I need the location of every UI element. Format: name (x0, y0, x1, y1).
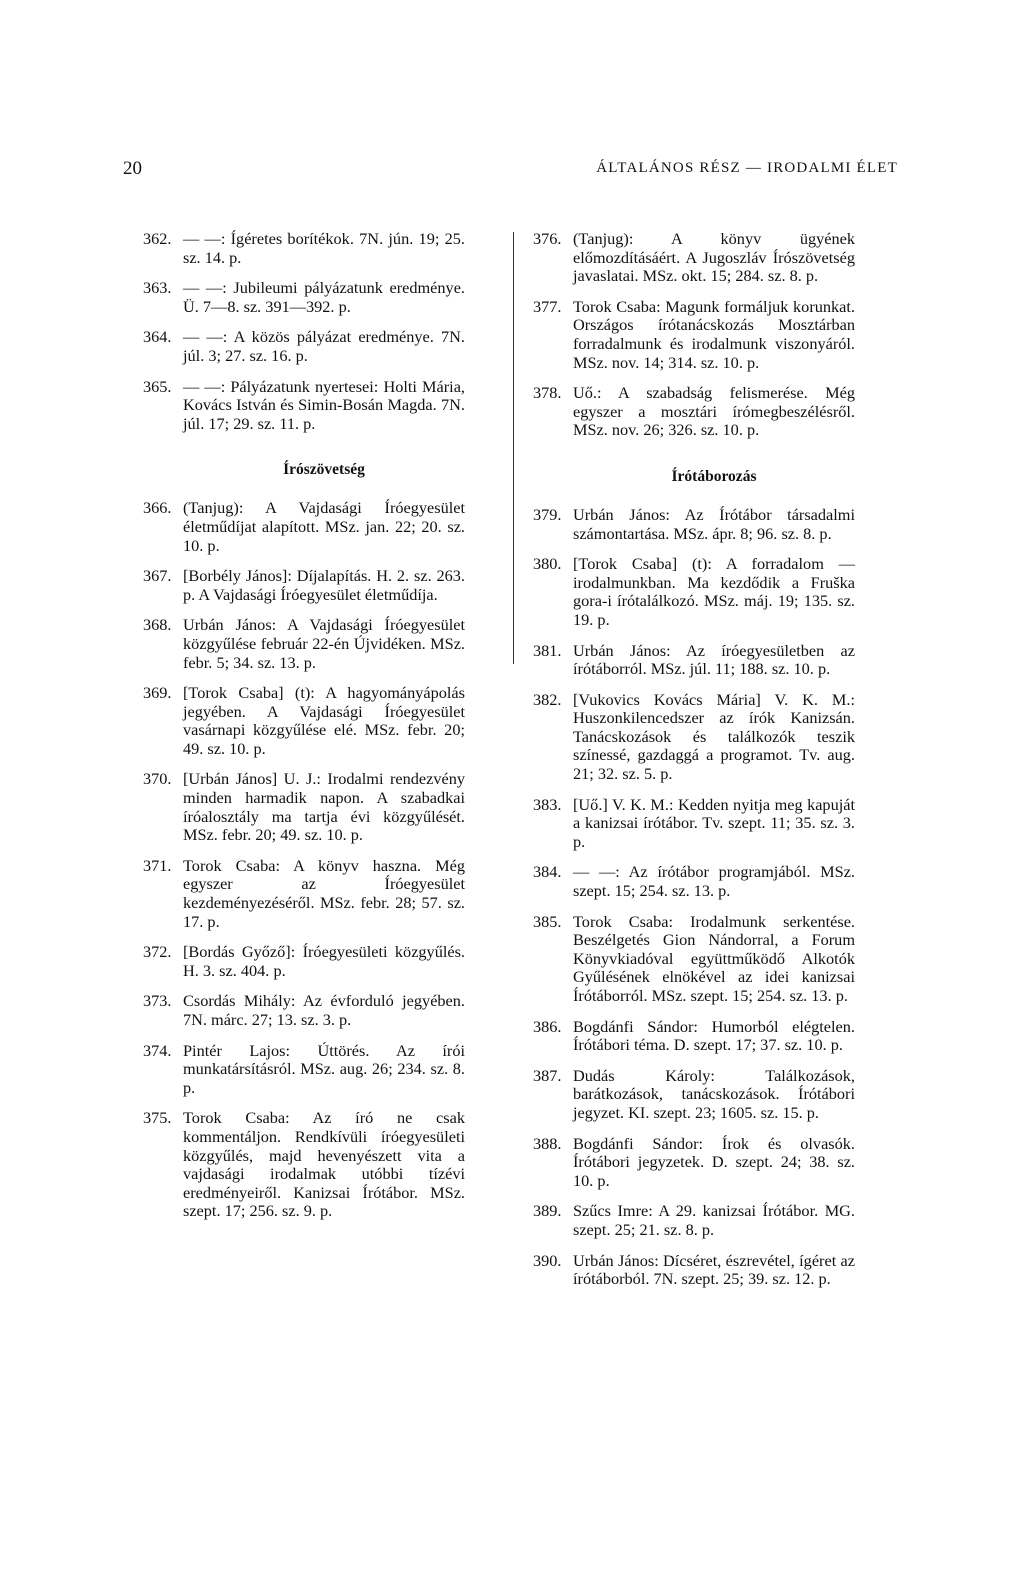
entry-number: 366. (143, 498, 172, 518)
entry-number: 378. (533, 383, 562, 403)
bibliography-entry (143, 857, 465, 931)
entry-text: Torok Csaba: Irodalmunk serkentése. Beszélgetés Gion Nándorral, a Forum Könyvkiadóval együttműködő Alkotók Gyűlésének elnökével az idei kanizsai Írótáborról. MSz. szept. 15; 254. sz. 13. p. (573, 911, 855, 1005)
entry-text: Pintér Lajos: Úttörés. Az írói munkatársításról. MSz. aug. 26; 234. sz. 8. p. (183, 1040, 465, 1097)
entry-text: [Urbán János] U. J.: Irodalmi rendezvény minden harmadik napon. A szabadkai íróalosztály ma tartja évi közgyűlését. MSz. febr. 20; 49. sz. 10. p. (183, 769, 465, 845)
bibliography-entry (143, 328, 465, 365)
entry-text: [Vukovics Kovács Mária] V. K. M.: Huszonkilencedszer az írók Kanizsán. Tanácskozások és találkozók teszik színessé, gazdaggá a programot. Tv. aug. 21; 32. sz. 5. p. (573, 689, 855, 784)
entry-number: 388. (533, 1133, 562, 1153)
entry-number: 383. (533, 794, 562, 814)
entry-number: 376. (533, 229, 562, 248)
right-entries-b (533, 506, 855, 1289)
entry-number: 369. (143, 683, 172, 703)
entry-number: 363. (143, 278, 172, 298)
entry-number: 375. (143, 1108, 172, 1128)
entry-text: (Tanjug): A Vajdasági Íróegyesület életműdíjat alapított. MSz. jan. 22; 20. sz. 10. p. (183, 498, 465, 555)
entry-text: [Uő.] V. K. M.: Kedden nyitja meg kapuját a kanizsai írótábor. Tv. szept. 11; 35. sz. 3. p. (573, 794, 855, 851)
entry-text: Uő.: A szabadság felismerése. Még egyszer a mosztári írómegbeszélésről. MSz. nov. 26; 326. sz. 10. p. (573, 383, 855, 440)
entry-number: 364. (143, 327, 172, 347)
running-head: ÁLTALÁNOS RÉSZ — IRODALMI ÉLET (596, 160, 898, 176)
entry-text: Csordás Mihály: Az évforduló jegyében. 7N. márc. 27; 13. sz. 3. p. (183, 991, 465, 1029)
entry-text: [Borbély János]: Díjalapítás. H. 2. sz. 263. p. A Vajdasági Íróegyesület életműdíja. (183, 566, 465, 604)
entry-number: 390. (533, 1250, 562, 1270)
entry-text: Bogdánfi Sándor: Humorból elégtelen. Írótábori téma. D. szept. 17; 37. sz. 10. p. (573, 1016, 855, 1055)
entry-number: 362. (143, 229, 172, 248)
entry-text: Dudás Károly: Találkozások, barátkozások, tanácskozások. Írótábori jegyzet. KI. szept. 23; 1605. sz. 15. p. (573, 1065, 855, 1122)
entry-number: 372. (143, 942, 172, 962)
entry-number: 380. (533, 554, 562, 574)
bibliography-entry (533, 691, 855, 784)
entry-text: (Tanjug): A könyv ügyének előmozdításáért. A Jugoszláv Írószövetség javaslatai. MSz. okt. 15; 284. sz. 8. p. (573, 229, 855, 286)
bibliography-entry (143, 992, 465, 1029)
left-column (143, 230, 465, 1233)
bibliography-entry (143, 378, 465, 434)
bibliography-entry (533, 1252, 855, 1289)
entry-number: 368. (143, 615, 172, 635)
section-heading-iroszovetseg: Írószövetség (283, 461, 365, 479)
entry-number: 384. (533, 862, 562, 882)
bibliography-entry (533, 384, 855, 440)
bibliography-entry (533, 913, 855, 1006)
entry-text: Urbán János: Dícséret, észrevétel, ígéret az írótáborból. 7N. szept. 25; 39. sz. 12. p. (573, 1250, 855, 1289)
left-entries-b (143, 499, 465, 1221)
entry-text: Urbán János: Az Írótábor társadalmi számontartása. MSz. ápr. 8; 96. sz. 8. p. (573, 504, 855, 543)
page-number: 20 (123, 158, 142, 179)
bibliography-entry (533, 1135, 855, 1191)
entry-text: Torok Csaba: Magunk formáljuk korunkat. Országos írótanácskozás Mosztárban forradalmunk és irodalmunk viszonyáról. MSz. nov. 14; 314. sz. 10. p. (573, 296, 855, 372)
entry-number: 381. (533, 640, 562, 660)
right-column (533, 230, 855, 1301)
bibliography-entry (143, 616, 465, 672)
bibliography-entry (143, 770, 465, 844)
bibliography-entry (143, 943, 465, 980)
entry-number: 387. (533, 1065, 562, 1085)
entry-text: — —: A közös pályázat eredménye. 7N. júl. 3; 27. sz. 16. p. (183, 327, 465, 365)
entry-text: Urbán János: Az íróegyesületben az írótáborról. MSz. júl. 11; 188. sz. 10. p. (573, 640, 855, 679)
entry-text: — —: Ígéretes borítékok. 7N. jún. 19; 25. sz. 14. p. (183, 229, 465, 267)
entry-number: 371. (143, 855, 172, 875)
bibliography-entry (533, 298, 855, 372)
bibliography-entry (533, 230, 855, 286)
bibliography-entry (143, 1109, 465, 1221)
bibliography-entry (533, 506, 855, 543)
bibliography-entry (533, 642, 855, 679)
bibliography-entry (533, 1067, 855, 1123)
left-entries-a (143, 230, 465, 433)
bibliography-entry (143, 1042, 465, 1098)
section-heading-irotaborozas: Írótáborozás (671, 467, 757, 485)
entry-text: [Torok Csaba] (t): A hagyományápolás jegyében. A Vajdasági Íróegyesület vasárnapi közgyűlése elé. MSz. febr. 20; 49. sz. 10. p. (183, 683, 465, 758)
entry-number: 374. (143, 1040, 172, 1060)
entry-text: — —: Pályázatunk nyertesei: Holti Mária, Kovács István és Simin-Bosán Magda. 7N. júl. 17; 29. sz. 11. p. (183, 376, 465, 433)
column-divider (513, 232, 514, 664)
entry-number: 367. (143, 566, 172, 586)
entry-number: 379. (533, 504, 562, 524)
right-entries-a (533, 230, 855, 440)
bibliography-entry (533, 1202, 855, 1239)
bibliography-entry (533, 1018, 855, 1055)
page-header (123, 158, 898, 184)
entry-text: Torok Csaba: Az író ne csak kommentáljon. Rendkívüli íróegyesületi közgyűlés, majd hevenyészett vita a vajdasági irodalmak utóbbi tízévi eredményeiről. Kanizsai Írótábor. MSz. szept. 17; 256. sz. 9. p. (183, 1108, 465, 1221)
bibliography-entry (533, 863, 855, 900)
bibliography-entry (143, 684, 465, 758)
entry-number: 365. (143, 376, 172, 396)
entry-text: Torok Csaba: A könyv haszna. Még egyszer az Íróegyesület kezdeményezéséről. MSz. febr. 28; 57. sz. 17. p. (183, 855, 465, 931)
entry-text: Urbán János: A Vajdasági Íróegyesület közgyűlése február 22-én Újvidéken. MSz. febr. 5; 34. sz. 13. p. (183, 615, 465, 672)
entry-number: 377. (533, 296, 562, 316)
entry-text: — —: Az írótábor programjából. MSz. szept. 15; 254. sz. 13. p. (573, 862, 855, 901)
entry-number: 386. (533, 1016, 562, 1036)
entry-text: [Bordás Győző]: Íróegyesületi közgyűlés. H. 3. sz. 404. p. (183, 942, 465, 980)
entry-text: [Torok Csaba] (t): A forradalom — irodalmunkban. Ma kezdődik a Fruška gora-i írótalálkozó. MSz. máj. 19; 135. sz. 19. p. (573, 554, 855, 629)
entry-number: 389. (533, 1201, 562, 1221)
entry-text: Szűcs Imre: A 29. kanizsai Írótábor. MG. szept. 25; 21. sz. 8. p. (573, 1201, 855, 1239)
entry-number: 382. (533, 689, 562, 709)
entry-text: Bogdánfi Sándor: Írok és olvasók. Írótábori jegyzetek. D. szept. 24; 38. sz. 10. p. (573, 1133, 855, 1190)
bibliography-entry (143, 567, 465, 604)
entry-number: 385. (533, 911, 562, 931)
bibliography-entry (143, 499, 465, 555)
bibliography-entry (533, 555, 855, 629)
bibliography-entry (533, 796, 855, 852)
entry-number: 373. (143, 991, 172, 1011)
bibliography-entry (143, 230, 465, 267)
bibliography-entry (143, 279, 465, 316)
entry-number: 370. (143, 769, 172, 789)
entry-text: — —: Jubileumi pályázatunk eredménye. Ü. 7—8. sz. 391—392. p. (183, 278, 465, 316)
